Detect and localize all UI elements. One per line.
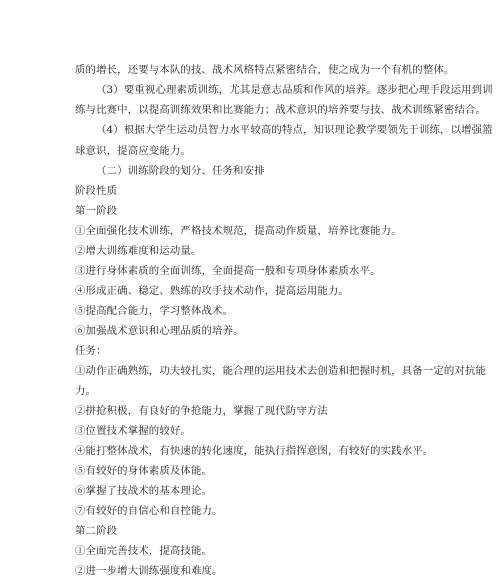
list-item: ⑤提高配合能力，学习整体战术。 (75, 305, 234, 317)
list-item: ①全面完善技术，提高技能。 (75, 545, 213, 557)
text-line: 力。 (75, 385, 97, 397)
list-item: ②进一步增大训练强度和难度。 (75, 565, 223, 577)
list-item: ⑤有较好的身体素质及体能。 (75, 465, 213, 477)
text-line: 阶段性质 (75, 185, 118, 197)
list-item: ④能打整体战术，有快速的转化速度，能执行指挥意图，有较好的实践水平。 (75, 445, 434, 457)
text-line: 质的增长，还要与本队的技、战术风格特点紧密结合，使之成为一个有机的整体。 (75, 64, 455, 76)
list-item: ⑥掌握了技战术的基本理论。 (75, 485, 213, 497)
text-line: （4）根据大学生运动员智力水平较高的特点，知识理论教学要领先于训练，以增强篮 (96, 124, 493, 136)
stage-heading: 第一阶段 (75, 205, 118, 217)
list-item: ③进行身体素质的全面训练，全面提高一般和专项身体素质水平。 (75, 265, 381, 277)
list-item: ②拼抢积极，有良好的争抢能力，掌握了现代防守方法 (75, 405, 328, 417)
text-line: 练与比赛中，以提高训练效果和比赛能力；战术意识的培养要与技、战术训练紧密结合。 (75, 104, 487, 116)
list-item: ④形成正确、稳定、熟练的攻手技术动作，提高运用能力。 (75, 285, 350, 297)
list-item: ⑥加强战术意识和心理品质的培养。 (75, 325, 244, 337)
list-item: ①动作正确熟练，功夫较扎实，能合理的运用技术去创造和把握时机，具备一定的对抗能 (75, 365, 487, 377)
list-item: ①全面强化技术训练，严格技术规范，提高动作质量，培养比赛能力。 (75, 225, 402, 237)
text-line: 球意识，提高应变能力。 (75, 145, 191, 157)
section-heading: （二）训练阶段的划分、任务和安排 (96, 165, 265, 177)
list-item: ⑦有较好的自信心和自控能力。 (75, 505, 223, 517)
list-item: ②增大训练难度和运动量。 (75, 245, 202, 257)
stage-heading: 第二阶段 (75, 525, 118, 537)
text-line: （3）要重视心理素质训练，尤其是意志品质和作风的培养。逐步把心理手段运用到训 (96, 84, 493, 96)
text-line: 任务： (75, 345, 107, 357)
list-item: ③位置技术掌握的较好。 (75, 425, 191, 437)
